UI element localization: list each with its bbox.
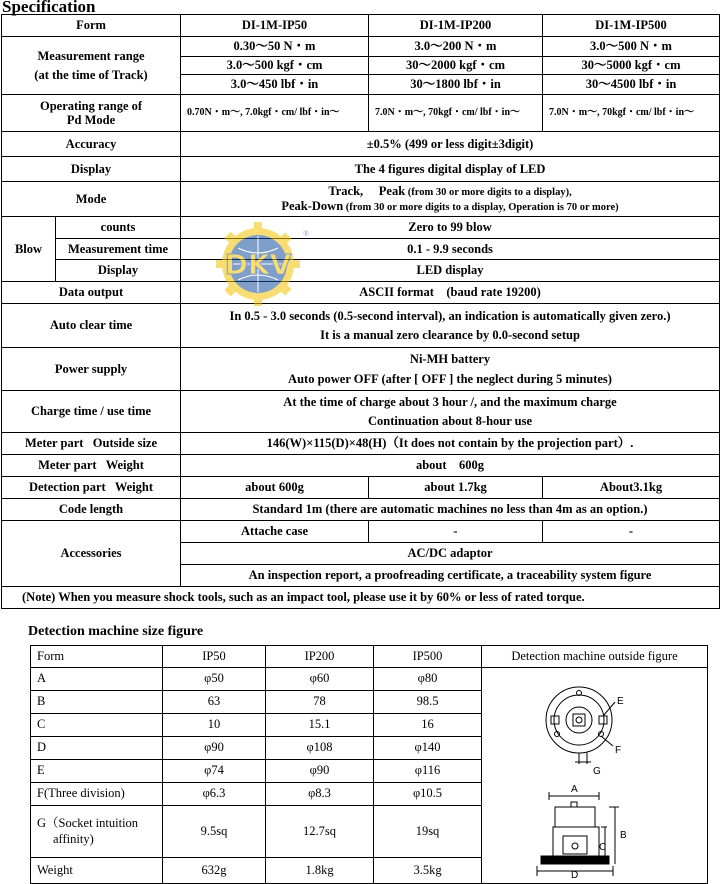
blow-counts-label: counts xyxy=(56,217,181,239)
det-d-ip200: φ108 xyxy=(266,737,374,760)
power-line-1: Ni-MH battery xyxy=(409,352,491,367)
det-g-ip200: 12.7sq xyxy=(266,806,374,858)
det-weight-ip500: 3.5kg xyxy=(374,858,482,883)
meter-weight-label: Meter part Weight xyxy=(2,455,181,477)
mode-line-1-note: (from 30 or more digits to a display), xyxy=(405,186,572,198)
det-label-weight: Weight xyxy=(31,858,163,883)
det-weight-ip200: 1.8kg xyxy=(266,858,374,883)
det-d-ip500: φ140 xyxy=(374,737,482,760)
meter-size-value: 146(W)×115(D)×48(H)（It does not contain by the projection part）. xyxy=(181,433,720,455)
outside-figure-cell xyxy=(482,668,708,884)
charge-label: Charge time / use time xyxy=(2,391,181,433)
code-length-value: Standard 1m (there are automatic machines no less than 4m as an option.) xyxy=(181,499,720,521)
charge-line-1: At the time of charge about 3 hour /, and the maximum charge xyxy=(283,394,617,409)
model-ip500: DI-1M-IP500 xyxy=(543,15,720,37)
accessory-case-ip500: - xyxy=(543,521,720,543)
det-label-g-line-1: G（Socket intuition xyxy=(37,816,139,831)
spec-title: Specification xyxy=(2,0,96,16)
range-kgf-ip200: 30〜2000 kgf・cm xyxy=(369,57,543,75)
range-nm-ip50: 0.30〜50 N・m xyxy=(181,37,369,57)
power-value xyxy=(181,348,720,391)
det-a-ip50: φ50 xyxy=(163,668,266,691)
det-e-ip200: φ90 xyxy=(266,760,374,783)
data-output-label: Data output xyxy=(2,282,181,304)
label-d: D xyxy=(570,870,578,878)
det-label-b: B xyxy=(31,691,163,714)
charge-line-2: Continuation about 8-hour use xyxy=(367,414,533,428)
accessory-case-ip200: - xyxy=(369,521,543,543)
range-nm-ip200: 3.0〜200 N・m xyxy=(369,37,543,57)
auto-clear-value xyxy=(181,304,720,348)
mode-line-2 xyxy=(183,199,717,214)
det-g-ip50: 9.5sq xyxy=(163,806,266,858)
side-view-drawing xyxy=(537,792,619,876)
det-g-ip500: 19sq xyxy=(374,806,482,858)
accuracy-label: Accuracy xyxy=(2,132,181,157)
blow-label: Blow xyxy=(2,217,56,282)
label-f: F xyxy=(614,745,621,756)
range-kgf-ip50: 3.0〜500 kgf・cm xyxy=(181,57,369,75)
label-e: E xyxy=(616,696,624,707)
det-label-d: D xyxy=(31,737,163,760)
det-header-ip200: IP200 xyxy=(266,646,374,668)
det-label-a: A xyxy=(31,668,163,691)
blow-display-value: LED display xyxy=(181,260,720,282)
range-lbf-ip50: 3.0〜450 lbf・in xyxy=(181,75,369,95)
auto-clear-line-2: It is a manual zero clearance by 0.0-second setup xyxy=(320,328,580,342)
det-c-ip200: 15.1 xyxy=(266,714,374,737)
blow-display-label: Display xyxy=(56,260,181,282)
outside-figure xyxy=(483,668,707,878)
det-header-ip500: IP500 xyxy=(374,646,482,668)
blow-time-value: 0.1 - 9.9 seconds xyxy=(181,239,720,260)
det-f-ip50: φ6.3 xyxy=(163,783,266,806)
label-c: C xyxy=(598,842,606,853)
model-ip200: DI-1M-IP200 xyxy=(369,15,543,37)
mode-line-2-main: Peak-Down xyxy=(281,199,344,213)
det-label-f: F(Three division) xyxy=(31,783,163,806)
det-label-c: C xyxy=(31,714,163,737)
spec-table xyxy=(1,14,720,609)
accessory-report: An inspection report, a proofreading certificate, a traceability system figure xyxy=(181,565,720,587)
det-a-ip500: φ80 xyxy=(374,668,482,691)
range-nm-ip500: 3.0〜500 N・m xyxy=(543,37,720,57)
detection-title: Detection machine size figure xyxy=(28,624,204,639)
det-f-ip500: φ10.5 xyxy=(374,783,482,806)
det-e-ip50: φ74 xyxy=(163,760,266,783)
mode-line-1 xyxy=(183,184,717,199)
pd-ip50: 0.70N・m〜, 7.0kgf・cm/ lbf・in〜 xyxy=(181,95,369,132)
display-label: Display xyxy=(2,157,181,182)
detection-weight-ip500: About3.1kg xyxy=(543,477,720,499)
pd-mode-label-2: Pd Mode xyxy=(66,113,116,127)
auto-clear-line-1: In 0.5 - 3.0 seconds (0.5-second interval), an indication is automatically given zero.) xyxy=(229,308,671,323)
pd-mode-label-1: Operating range of xyxy=(39,98,143,113)
accessory-adaptor: AC/DC adaptor xyxy=(181,543,720,565)
detection-weight-ip200: about 1.7kg xyxy=(369,477,543,499)
form-label: Form xyxy=(2,15,181,37)
det-row-a xyxy=(31,668,708,691)
pd-mode-label xyxy=(2,95,181,132)
power-line-2: Auto power OFF (after [ OFF ] the neglect during 5 minutes) xyxy=(288,371,612,386)
blow-time-label: Measurement time xyxy=(56,239,181,260)
det-label-g-line-2: affinity) xyxy=(53,831,94,846)
dkv-logo xyxy=(205,222,311,306)
det-c-ip500: 16 xyxy=(374,714,482,737)
mode-value xyxy=(181,182,720,217)
range-lbf-ip200: 30〜1800 lbf・in xyxy=(369,75,543,95)
det-b-ip500: 98.5 xyxy=(374,691,482,714)
label-b: B xyxy=(619,830,627,841)
detection-weight-label: Detection part Weight xyxy=(2,477,181,499)
range-kgf-ip500: 30〜5000 kgf・cm xyxy=(543,57,720,75)
accuracy-value: ±0.5% (499 or less digit±3digit) xyxy=(181,132,720,157)
pd-ip200: 7.0N・m〜, 70kgf・cm/ lbf・in〜 xyxy=(369,95,543,132)
detection-weight-ip50: about 600g xyxy=(181,477,369,499)
usage-note: (Note) When you measure shock tools, such as an impact tool, please use it by 60% or less of rated torque. xyxy=(2,587,720,609)
mode-line-2-note: (from 30 or more digits to a display, Operation is 70 or more) xyxy=(343,202,619,213)
det-a-ip200: φ60 xyxy=(266,668,374,691)
det-header-form: Form xyxy=(31,646,163,668)
det-header-figure: Detection machine outside figure xyxy=(482,646,708,668)
det-label-g xyxy=(31,806,163,858)
detection-table xyxy=(30,645,708,884)
mode-line-1-main: Track, Peak xyxy=(328,183,406,198)
blow-counts-value: Zero to 99 blow xyxy=(181,217,720,239)
data-output-value: ASCII format (baud rate 19200) xyxy=(181,282,720,304)
detection-header-row xyxy=(31,646,708,668)
det-b-ip200: 78 xyxy=(266,691,374,714)
spec-header-row xyxy=(2,15,720,37)
det-header-ip50: IP50 xyxy=(163,646,266,668)
det-c-ip50: 10 xyxy=(163,714,266,737)
accessory-case-ip50: Attache case xyxy=(181,521,369,543)
registered-mark: ® xyxy=(303,229,310,238)
label-a: A xyxy=(570,784,578,795)
mode-label: Mode xyxy=(2,182,181,217)
measurement-range-label-1: Measurement range xyxy=(37,49,145,64)
det-d-ip50: φ90 xyxy=(163,737,266,760)
accessories-label: Accessories xyxy=(2,521,181,587)
label-g: G xyxy=(592,766,601,777)
det-label-e: E xyxy=(31,760,163,783)
range-lbf-ip500: 30〜4500 lbf・in xyxy=(543,75,720,95)
display-value: The 4 figures digital display of LED xyxy=(181,157,720,182)
meter-weight-value: about 600g xyxy=(181,455,720,477)
det-f-ip200: φ8.3 xyxy=(266,783,374,806)
logo-text: DKV xyxy=(224,248,292,281)
det-e-ip500: φ116 xyxy=(374,760,482,783)
charge-value xyxy=(181,391,720,433)
pd-ip500: 7.0N・m〜, 70kgf・cm/ lbf・in〜 xyxy=(543,95,720,132)
auto-clear-label: Auto clear time xyxy=(2,304,181,348)
power-label: Power supply xyxy=(2,348,181,391)
measurement-range-label-2: (at the time of Track) xyxy=(34,67,148,82)
model-ip50: DI-1M-IP50 xyxy=(181,15,369,37)
measurement-range-label xyxy=(2,37,181,95)
meter-size-label: Meter part Outside size xyxy=(2,433,181,455)
det-weight-ip50: 632g xyxy=(163,858,266,883)
code-length-label: Code length xyxy=(2,499,181,521)
top-view-drawing xyxy=(546,687,615,764)
det-b-ip50: 63 xyxy=(163,691,266,714)
